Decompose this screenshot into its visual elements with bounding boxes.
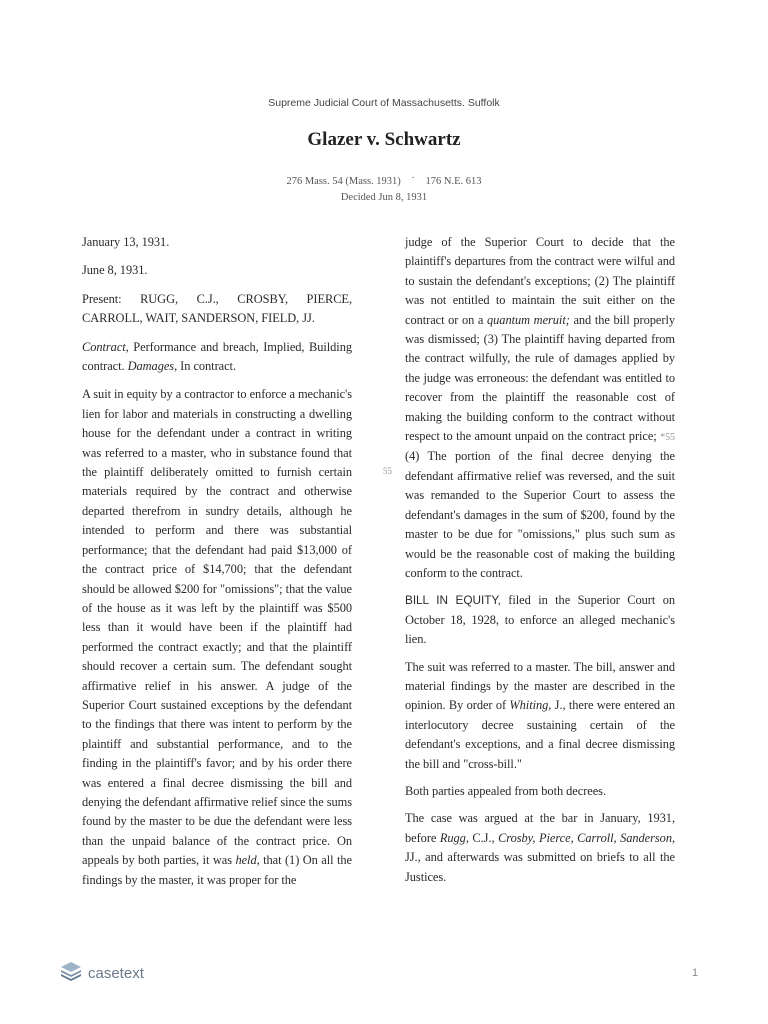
citation-separator: ·: [411, 173, 415, 184]
citation-block: [0, 174, 768, 206]
topics: Contract, Performance and breach, Implied, Building contract. Damages, In contract.: [82, 339, 352, 374]
decided-date-body: June 8, 1931.: [82, 263, 148, 278]
master-paragraph: The suit was referred to a master. The bill, answer and material findings by the master are described in the opinion. By order of Whiting, J., there were entered an interlocutory decree sustaining certain of the defendant's exceptions, and a final decree dismissing the bill and "cross-bill.": [405, 659, 675, 771]
brand-name: casetext: [88, 964, 144, 982]
citation-mass[interactable]: 276 Mass. 54 (Mass. 1931): [286, 176, 401, 187]
layers-icon: [60, 961, 82, 986]
decided-date: Decided Jun 8, 1931: [340, 192, 428, 203]
citation-ne[interactable]: 176 N.E. 613: [425, 176, 482, 187]
headnote-continued: judge of the Superior Court to decide that the plaintiff's departures from the contract were wilful and to sustain the defendant's exceptions; (2) The plaintiff was not entitled to maintain the suit either on the contract or on a quantum meruit; and the bill properly was dismissed; (3) The plaintiff having departed from the contract wilfully, the rule of damages applied by the judge was erroneous: the defendant was entitled to recover from the plaintiff the reasonable cost of making the building conform to the contract without respect to the amount unpaid on the contract price; *55 (4) The portion of the final decree denying the defendant affirmative relief was reversed, and the suit was remanded to the Superior Court to assess the defendant's damages in the sum of $200, found by the master to be due for "omissions," plus such sum as would be the reasonable cost of making the building conform to the contract.: [405, 235, 675, 580]
bill-in-equity-paragraph: BILL IN EQUITY, filed in the Superior Court on October 18, 1928, to enforce an alleged mechanic's lien.: [405, 593, 675, 647]
topic-damages: Damages,: [127, 359, 178, 374]
star-page-marker[interactable]: *55: [660, 432, 675, 444]
argued-date: January 13, 1931.: [82, 235, 170, 249]
page-number: 1: [692, 967, 699, 979]
headnote-paragraph: A suit in equity by a contractor to enforce a mechanic's lien for labor and materials in constructing a dwelling house for the defendant under a contract in writing was referred to a master, who in substance found that the plaintiff deliberately omitted to furnish certain materials required by the contract and otherwise departed therefrom in sundry details, although he intended to perform and there was substantial performance; that the defendant had paid $13,000 of the contract price of $14,700; that the defendant should be allowed $200 for "omissions"; that the value of the house as it was left by the plaintiff was $500 less than it would have been if the plaintiff had performed the contract exactly; and that the plaintiff should recover a certain sum. The defendant sought affirmative relief in his answer. A judge of the Superior Court sustained exceptions by the defendant to the findings that there was intent to perform by the plaintiff and substantial performance, and to the finding in the plaintiff's favor; and by his order there was entered a final decree dismissing the bill and denying the defendant affirmative relief since the sums found by the master to be due the defendant were less than the unpaid balance of the contract price. On appeals by both parties, it was held, that (1) On all the findings by the master, it was proper for the: [82, 387, 352, 887]
court-name: Supreme Judicial Court of Massachusetts. Suffolk: [268, 97, 500, 109]
present-justices: Present: RUGG, C.J., CROSBY, PIERCE, CARROLL, WAIT, SANDERSON, FIELD, JJ.: [82, 291, 352, 326]
topic-contract: Contract,: [82, 339, 129, 354]
page-pin-marker[interactable]: 55: [383, 466, 392, 476]
judge-whiting: Whiting,: [509, 698, 552, 713]
appeal-paragraph: Both parties appealed from both decrees.: [405, 783, 606, 798]
left-column: [82, 233, 352, 899]
casetext-logo[interactable]: [60, 961, 144, 985]
case-title: Glazer v. Schwartz: [307, 129, 461, 150]
right-column: [405, 233, 675, 895]
argued-paragraph: The case was argued at the bar in January, 1931, before Rugg, C.J., Crosby, Pierce, Carroll, Sanderson, JJ., and afterwards was submitted on briefs to all the Justices.: [405, 811, 676, 884]
